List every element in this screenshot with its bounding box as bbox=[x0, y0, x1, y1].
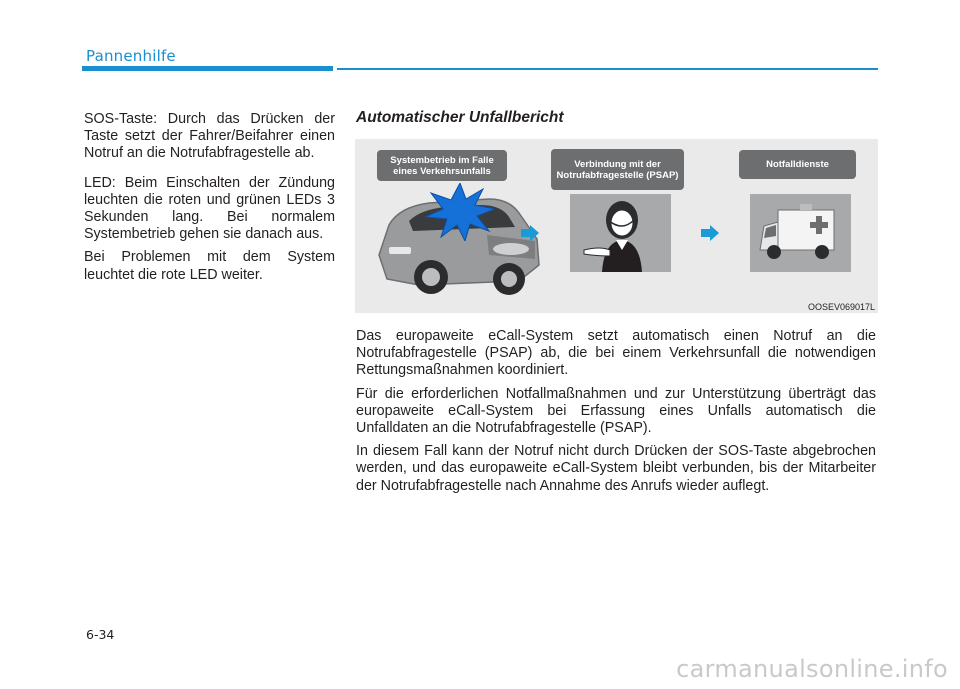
ecall-paragraph-1: Das europaweite eCall-System setzt automatisch einen Notruf an die Notrufabfragestelle (PSAP) ab, die bei einem Verkehrsunfall die notwendigen Rettungsmaßnahmen koordiniert. bbox=[356, 328, 876, 379]
problem-paragraph: Bei Problemen mit dem System leuchtet die rote LED weiter. bbox=[84, 249, 335, 283]
ambulance-photo bbox=[750, 194, 851, 272]
ecall-illustration bbox=[355, 139, 878, 313]
header-rule-thick bbox=[82, 66, 333, 71]
arrow-right-icon bbox=[701, 225, 719, 241]
sos-button-paragraph: SOS-Taste: Durch das Drücken der Taste setzt der Fahrer/Beifahrer einen Notruf an die Notrufabfragestelle ab. bbox=[84, 111, 335, 162]
label-emergency-services: Notfalldienste bbox=[739, 150, 856, 179]
arrow-right-icon bbox=[521, 225, 539, 241]
automatic-report-title: Automatischer Unfallbericht bbox=[356, 109, 564, 126]
section-title: Pannenhilfe bbox=[86, 47, 176, 65]
right-body-text bbox=[356, 328, 876, 501]
left-column bbox=[84, 111, 335, 296]
label-accident-operation: Systembetrieb im Falle eines Verkehrsunfalls bbox=[377, 150, 507, 181]
impact-burst-icon bbox=[425, 183, 495, 241]
figure-code: OOSEV069017L bbox=[807, 302, 875, 312]
ambulance-icon bbox=[750, 194, 851, 272]
operator-photo bbox=[570, 194, 671, 272]
led-paragraph: LED: Beim Einschalten der Zündung leuchten die roten und grünen LEDs 3 Sekunden lang. Bei normalem Systembetrieb gehen sie danach aus. bbox=[84, 174, 335, 243]
ecall-paragraph-3: In diesem Fall kann der Notruf nicht durch Drücken der SOS-Taste abgebrochen werden, und das europaweite eCall-System bleibt verbunden, bis der Mitarbeiter der Notrufabfragestelle nach Annahme des Anrufs wieder auflegt. bbox=[356, 443, 876, 494]
operator-icon bbox=[570, 194, 671, 272]
label-psap-connection: Verbindung mit der Notrufabfragestelle (PSAP) bbox=[551, 149, 684, 190]
page-number: 6-34 bbox=[86, 627, 115, 642]
ecall-paragraph-2: Für die erforderlichen Notfallmaßnahmen und zur Unterstützung überträgt das europaweite eCall-System bei Erfassung eines Unfalls automatisch die Unfalldaten an die Notrufabfragestelle (PSAP). bbox=[356, 385, 876, 437]
header-rule-thin bbox=[337, 68, 878, 70]
watermark: carmanualsonline.info bbox=[676, 655, 948, 683]
